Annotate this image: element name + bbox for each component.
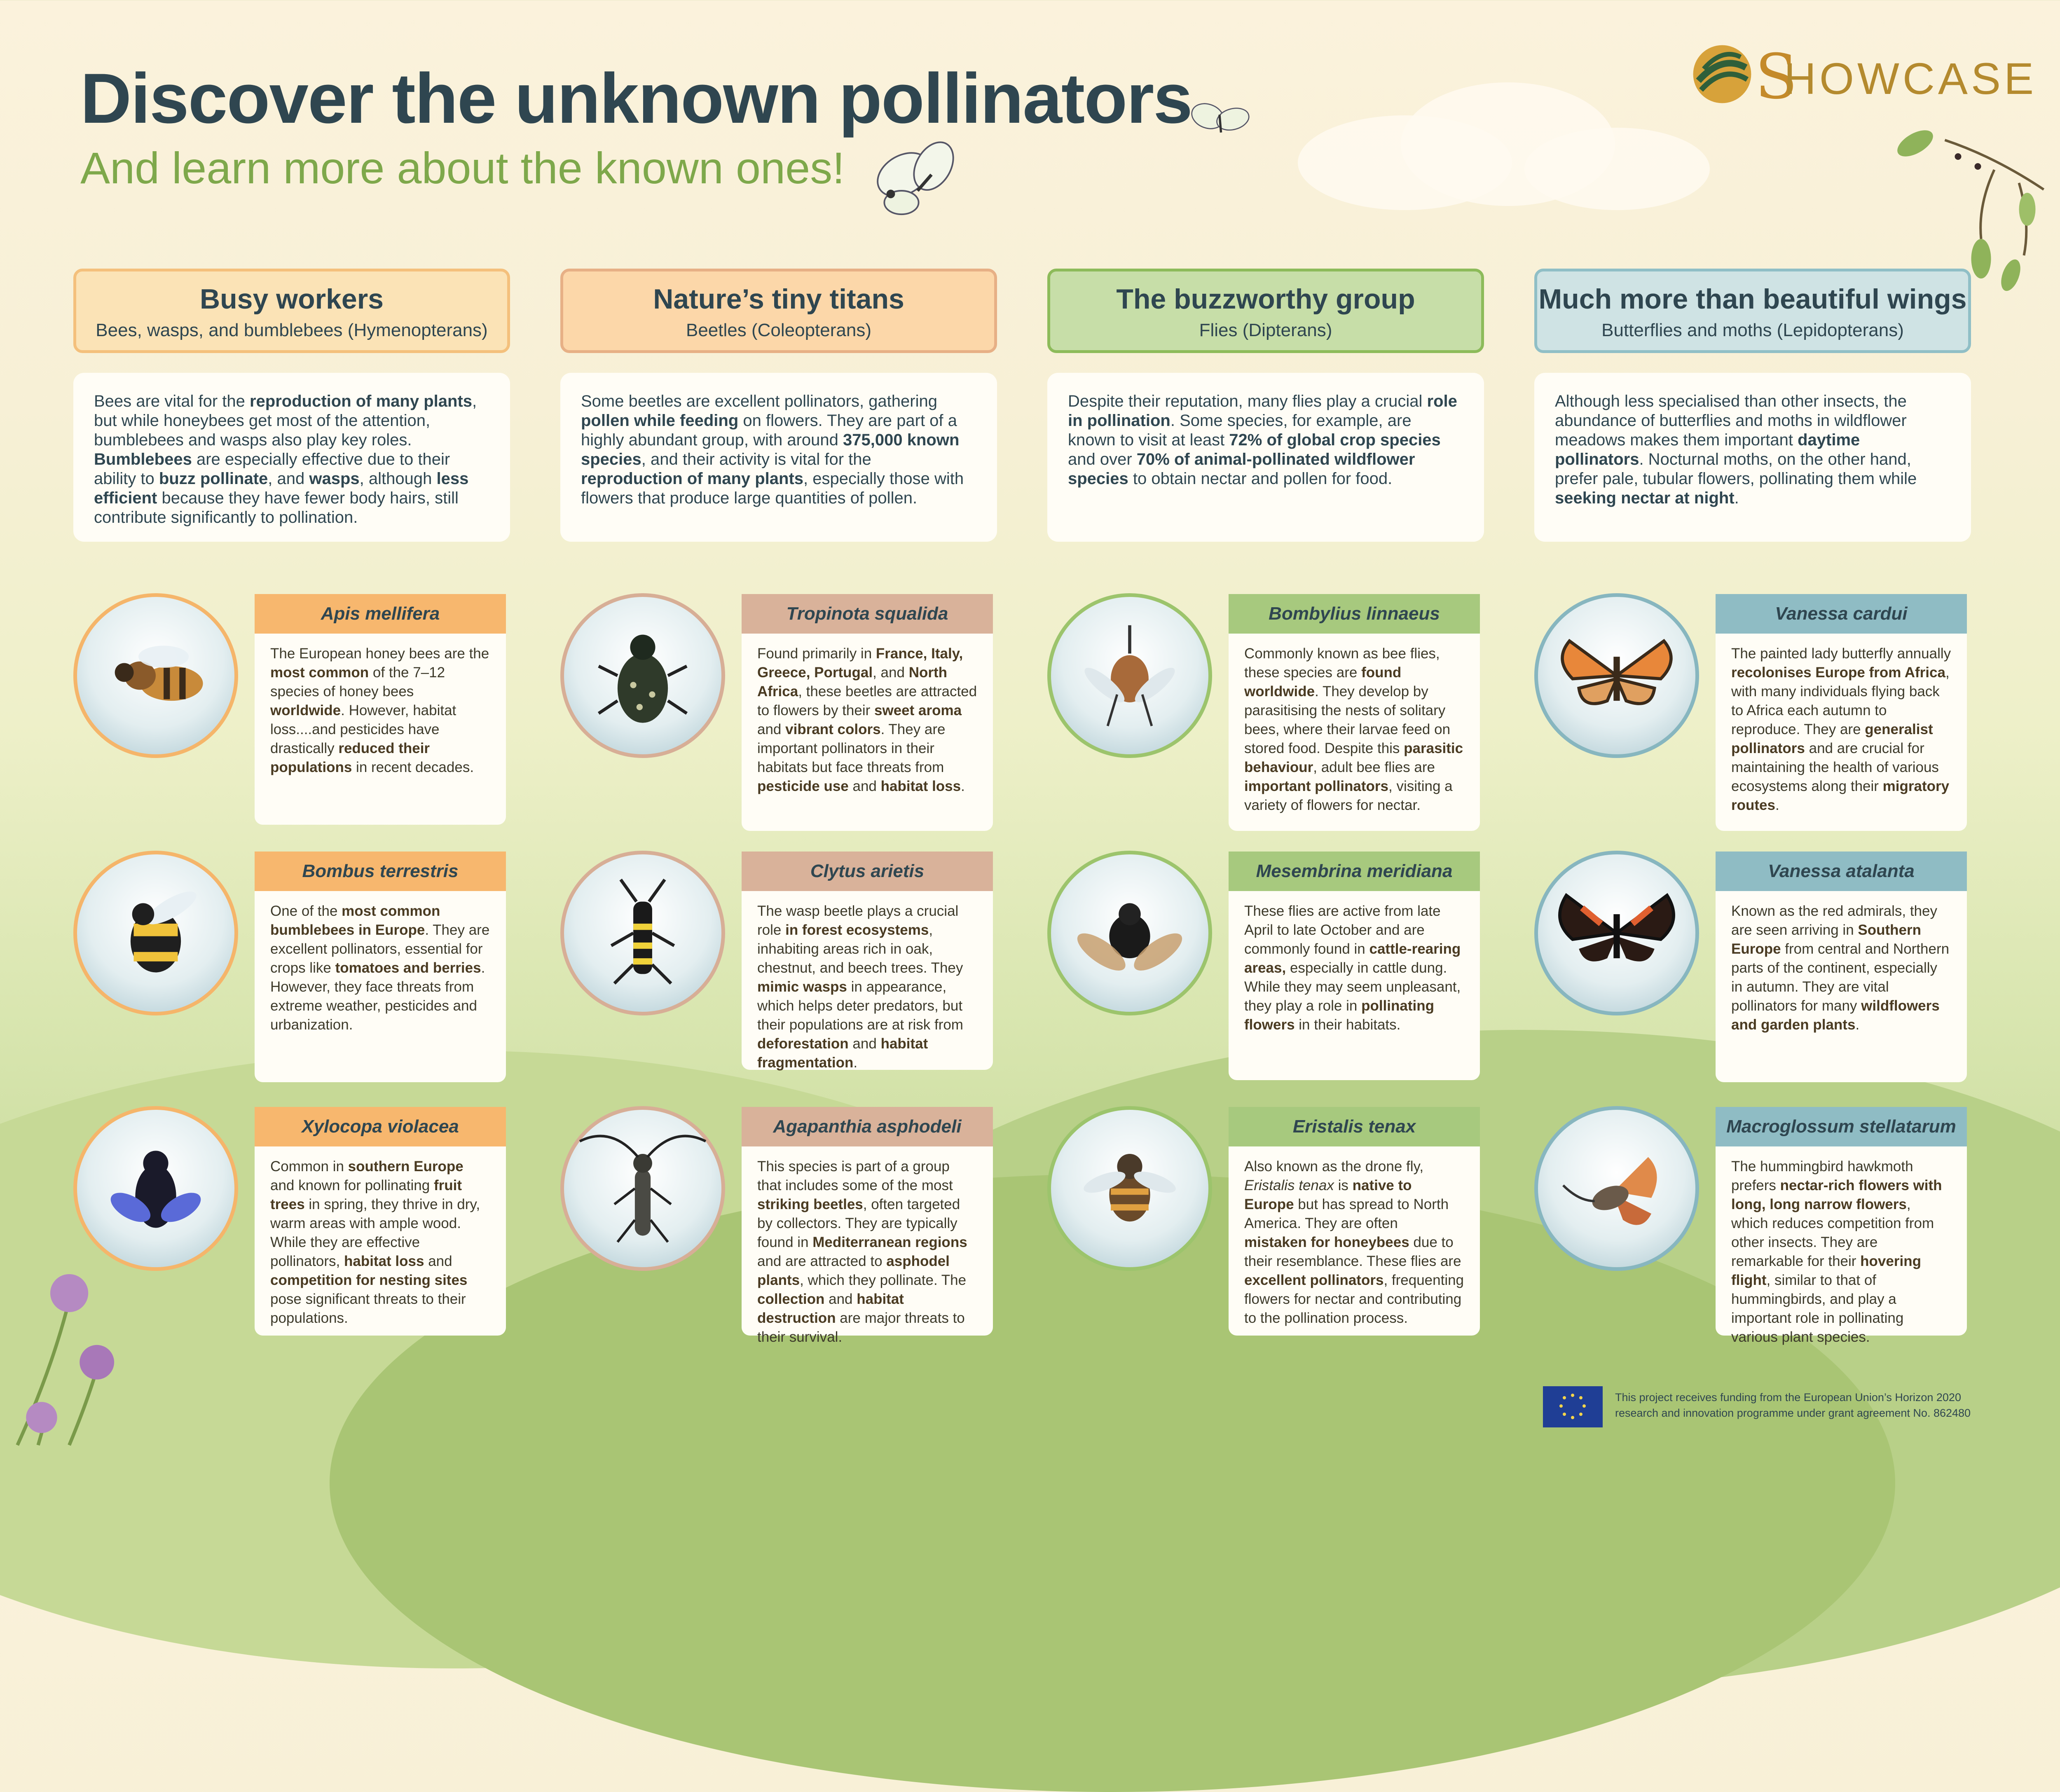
species-text: , similar to that of hummingbirds, and play a important role in pollinating various plant species. <box>1731 1272 1904 1345</box>
intro-emphasis: 70% of animal-pollinated wildflower species <box>1068 450 1415 488</box>
logo-text: HOWCASE <box>1784 54 2037 103</box>
species-text: Found primarily in <box>757 646 876 662</box>
species-description <box>742 1146 993 1355</box>
intro-emphasis: pollen while feeding <box>581 412 739 430</box>
species-emphasis: mistaken for honeybees <box>1244 1234 1409 1250</box>
species-text: and known for pollinating <box>270 1177 434 1193</box>
species-emphasis: important pollinators <box>1244 778 1388 794</box>
species-emphasis: wildflowers and garden plants <box>1731 998 1940 1033</box>
category-intro <box>560 373 997 542</box>
species-text: in their habitats. <box>1295 1017 1401 1033</box>
species-text: and <box>848 778 881 794</box>
species-text: but has spread to North America. They are often <box>1244 1196 1449 1231</box>
intro-text: . Some species, for example, are known to visit at least <box>1068 412 1412 449</box>
species-emphasis: pollinating flowers <box>1244 998 1434 1033</box>
species-text: and <box>824 1291 857 1307</box>
species-card <box>742 852 993 1070</box>
species-emphasis: mimic wasps <box>757 979 847 995</box>
intro-emphasis: reproduction of many plants <box>249 392 473 410</box>
species-description <box>1229 1146 1480 1336</box>
species-emphasis: habitat loss <box>880 778 961 794</box>
species-name: Vanessa atalanta <box>1716 852 1967 891</box>
species-card <box>1716 1107 1967 1345</box>
species-text: pose significant threats to their populations. <box>270 1291 466 1326</box>
species-text: . However, habitat loss....and pesticides have drastically <box>270 702 456 756</box>
chafer-beetle-icon-drawing <box>564 597 721 754</box>
species-name: Tropinota squalida <box>742 594 993 634</box>
drone-fly-icon-drawing <box>1051 1110 1208 1267</box>
species-text: This species is part of a group that includes some of the most <box>757 1158 953 1193</box>
species-text: and are crucial for maintaining the health of various ecosystems along their <box>1731 740 1939 794</box>
species-emphasis: parasitic behaviour <box>1244 740 1463 775</box>
species-emphasis: nectar-rich flowers with long, long narrow flowers <box>1731 1177 1942 1212</box>
species-description <box>255 634 506 785</box>
species-text: , inhabiting areas rich in oak, chestnut, and beech trees. They <box>757 922 963 976</box>
showcase-logo <box>1689 41 2037 113</box>
species-card <box>742 594 993 831</box>
category-header <box>1534 269 1971 353</box>
category-header <box>73 269 510 353</box>
species-text: are major threats to their survival. <box>757 1310 965 1345</box>
page-title: Discover the unknown pollinators <box>80 59 1192 138</box>
category-subtitle: Bees, wasps, and bumblebees (Hymenopterans) <box>96 320 488 340</box>
wasp-beetle-icon-drawing <box>564 854 721 1012</box>
drone-fly-icon <box>1047 1106 1212 1271</box>
species-text: and <box>848 1036 881 1052</box>
species-text: , which reduces competition from other insects. They are remarkable for their <box>1731 1196 1934 1269</box>
species-emphasis: hovering flight <box>1731 1253 1921 1288</box>
species-description <box>255 891 506 1043</box>
species-card <box>742 1107 993 1345</box>
intro-text: . Nocturnal moths, on the other hand, prefer pale, tubular flowers, pollinating them while <box>1555 450 1917 488</box>
species-description <box>1716 634 1967 823</box>
species-text: Eristalis tenax <box>1244 1177 1334 1193</box>
species-text: due to their resemblance. These flies are <box>1244 1234 1461 1269</box>
species-text: especially in cattle dung. While they may seem unpleasant, they play a role in <box>1244 960 1461 1014</box>
species-text: in spring, they thrive in dry, warm areas with ample wood. While they are effective pollinators, <box>270 1196 480 1269</box>
species-emphasis: excellent pollinators <box>1244 1272 1384 1288</box>
bee-fly-icon <box>1047 593 1212 758</box>
species-card <box>255 852 506 1082</box>
carpenter-bee-icon-drawing <box>77 1110 234 1267</box>
species-text: , frequenting flowers for nectar and contributing to the pollination process. <box>1244 1272 1464 1326</box>
species-text: The hummingbird hawkmoth prefers <box>1731 1158 1913 1193</box>
species-description <box>1229 634 1480 823</box>
intro-text: and over <box>1068 450 1137 468</box>
category-intro <box>73 373 510 542</box>
species-emphasis: striking beetles <box>757 1196 863 1212</box>
intro-text: . <box>1734 489 1739 507</box>
species-text: The painted lady butterfly annually <box>1731 646 1951 662</box>
species-text: in appearance, which helps deter predators, but their populations are at risk from <box>757 979 963 1033</box>
noon-fly-icon-drawing <box>1051 854 1208 1012</box>
species-text: and <box>757 721 786 737</box>
species-text: Commonly known as bee flies, these species are <box>1244 646 1440 681</box>
species-emphasis: native to Europe <box>1244 1177 1412 1212</box>
intro-emphasis: buzz pollinate <box>159 470 268 488</box>
species-text: These flies are active from late April to late October and are commonly found in <box>1244 903 1441 957</box>
intro-text: to obtain nectar and pollen for food. <box>1128 470 1393 488</box>
intro-text: on flowers. They are part of a highly abundant group, with around <box>581 412 957 449</box>
eu-flag-icon <box>1543 1386 1603 1427</box>
species-emphasis: habitat loss <box>344 1253 424 1269</box>
wasp-beetle-icon <box>560 851 725 1015</box>
species-emphasis: competition for nesting sites <box>270 1272 468 1288</box>
species-emphasis: generalist pollinators <box>1731 721 1933 756</box>
species-text: and are attracted to <box>757 1253 887 1269</box>
intro-emphasis: less efficient <box>94 470 469 507</box>
category-subtitle: Butterflies and moths (Lepidopterans) <box>1601 320 1904 340</box>
funding-line-2: research and innovation programme under grant agreement No. 862480 <box>1615 1407 1971 1419</box>
category-subtitle: Beetles (Coleopterans) <box>686 320 871 340</box>
funding-notice <box>1543 1386 2004 1427</box>
longhorn-beetle-icon-drawing <box>564 1110 721 1267</box>
intro-emphasis: daytime pollinators <box>1555 431 1860 468</box>
species-text: , visiting a variety of flowers for nectar. <box>1244 778 1453 813</box>
species-emphasis: most common bumblebees in Europe <box>270 903 440 938</box>
intro-text: are especially effective due to their ability to <box>94 450 450 488</box>
category-title: Nature’s tiny titans <box>653 283 904 315</box>
species-emphasis: recolonises Europe from Africa <box>1731 664 1945 681</box>
species-text: . <box>961 778 965 794</box>
species-emphasis: deforestation <box>757 1036 849 1052</box>
species-name: Xylocopa violacea <box>255 1107 506 1146</box>
intro-text: , and <box>268 470 309 488</box>
category-subtitle: Flies (Dipterans) <box>1199 320 1332 340</box>
species-emphasis: Southern Europe <box>1731 922 1921 957</box>
intro-text: , although <box>359 470 437 488</box>
intro-emphasis: 375,000 known species <box>581 431 960 468</box>
species-text: One of the <box>270 903 342 919</box>
species-text: Also known as the drone fly, <box>1244 1158 1424 1174</box>
species-emphasis: North Africa <box>757 664 947 699</box>
hawkmoth-icon <box>1534 1106 1699 1271</box>
painted-lady-icon <box>1534 593 1699 758</box>
chafer-beetle-icon <box>560 593 725 758</box>
intro-emphasis: Bumblebees <box>94 450 192 468</box>
species-name: Eristalis tenax <box>1229 1107 1480 1146</box>
species-emphasis: most common <box>270 664 369 681</box>
species-text: . They are excellent pollinators, essential for crops like <box>270 922 490 976</box>
species-emphasis: migratory routes <box>1731 778 1950 813</box>
species-card <box>1716 852 1967 1082</box>
species-name: Clytus arietis <box>742 852 993 891</box>
species-description <box>1229 891 1480 1043</box>
species-text: . <box>853 1055 858 1071</box>
intro-text: Bees are vital for the <box>94 392 250 410</box>
intro-emphasis: reproduction of many plants <box>581 470 804 488</box>
species-text: , which they pollinate. The <box>800 1272 967 1288</box>
species-text: . They are important pollinators in their habitats but face threats from <box>757 721 946 775</box>
intro-text: Despite their reputation, many flies play a crucial <box>1068 392 1427 410</box>
species-card <box>255 594 506 825</box>
species-description <box>742 891 993 1081</box>
species-description <box>1716 891 1967 1043</box>
honey-bee-icon-drawing <box>77 597 234 754</box>
white-butterfly-icon <box>869 132 976 239</box>
clover-flowers-icon <box>0 1248 173 1445</box>
white-butterfly-icon <box>1182 87 1257 161</box>
species-emphasis: tomatoes and berries <box>335 960 481 976</box>
species-text: from central and Northern parts of the continent, especially in autumn. They are vital pollinators for many <box>1731 941 1950 1014</box>
intro-emphasis: 72% of global crop species <box>1229 431 1441 449</box>
intro-text: , especially those with flowers that produce large quantities of pollen. <box>581 470 964 507</box>
species-text: . However, they face threats from extreme weather, pesticides and urbanization. <box>270 960 485 1033</box>
page-subtitle: And learn more about the known ones! <box>80 143 845 193</box>
species-emphasis: habitat destruction <box>757 1291 904 1326</box>
carpenter-bee-icon <box>73 1106 238 1271</box>
species-name: Bombus terrestris <box>255 852 506 891</box>
species-card <box>1229 852 1480 1080</box>
species-text: , often targeted by collectors. They are typically found in <box>757 1196 960 1250</box>
species-text: , adult bee flies are <box>1313 759 1435 775</box>
species-name: Bombylius linnaeus <box>1229 594 1480 634</box>
species-text: The European honey bees are the <box>270 646 489 662</box>
intro-text: , but while honeybees get most of the attention, bumblebees and wasps also play key roles. <box>94 392 477 449</box>
bee-fly-icon-drawing <box>1051 597 1208 754</box>
species-emphasis: sweet aroma <box>874 702 962 718</box>
intro-emphasis: seeking nectar at night <box>1555 489 1735 507</box>
category-title: Busy workers <box>200 283 384 315</box>
species-name: Vanessa cardui <box>1716 594 1967 634</box>
species-card <box>1229 594 1480 831</box>
noon-fly-icon <box>1047 851 1212 1015</box>
funding-line-1: This project receives funding from the European Union’s Horizon 2020 <box>1615 1391 1961 1404</box>
species-text: Common in <box>270 1158 348 1174</box>
category-header <box>560 269 997 353</box>
species-emphasis: found worldwide <box>1244 664 1402 699</box>
species-card <box>255 1107 506 1336</box>
species-text: , with many individuals flying back to Africa each autumn to reproduce. They are <box>1731 664 1950 737</box>
intro-emphasis: role in pollination <box>1068 392 1457 430</box>
longhorn-beetle-icon <box>560 1106 725 1271</box>
species-description <box>742 634 993 804</box>
logo-globe-icon <box>1689 41 1755 107</box>
bumblebee-icon <box>73 851 238 1015</box>
species-emphasis: pesticide use <box>757 778 849 794</box>
species-name: Agapanthia asphodeli <box>742 1107 993 1146</box>
species-emphasis: France, Italy, Greece, Portugal <box>757 646 963 681</box>
species-description <box>1716 1146 1967 1355</box>
category-intro <box>1534 373 1971 542</box>
bumblebee-icon-drawing <box>77 854 234 1012</box>
honey-bee-icon <box>73 593 238 758</box>
species-name: Macroglossum stellatarum <box>1716 1107 1967 1146</box>
intro-text: because they have fewer body hairs, still contribute significantly to pollination. <box>94 489 459 526</box>
painted-lady-icon-drawing <box>1538 597 1695 754</box>
species-text: . They develop by parasitising the nests of solitary bees, where their larvae feed on stored food. Despite this <box>1244 683 1451 756</box>
species-text: , and <box>873 664 909 681</box>
red-admiral-icon <box>1534 851 1699 1015</box>
species-text: of the 7–12 species of honey bees <box>270 664 445 699</box>
species-text: in recent decades. <box>352 759 474 775</box>
red-admiral-icon-drawing <box>1538 854 1695 1012</box>
species-text: , these beetles are attracted to flowers by their <box>757 683 977 718</box>
species-name: Apis mellifera <box>255 594 506 634</box>
species-text: The wasp beetle plays a crucial role <box>757 903 959 938</box>
species-emphasis: fruit trees <box>270 1177 462 1212</box>
species-emphasis: Mediterranean regions <box>812 1234 967 1250</box>
species-emphasis: asphodel plants <box>757 1253 950 1288</box>
intro-text: , and their activity is vital for the <box>641 450 871 468</box>
species-card <box>1229 1107 1480 1336</box>
category-title: The buzzworthy group <box>1116 283 1415 315</box>
category-intro <box>1047 373 1484 542</box>
species-emphasis: vibrant colors <box>785 721 881 737</box>
species-text: is <box>1334 1177 1353 1193</box>
intro-text: Some beetles are excellent pollinators, gathering <box>581 392 937 410</box>
logo-s-glyph: S <box>1755 41 1798 113</box>
species-emphasis: in forest ecosystems <box>785 922 929 938</box>
cloud <box>1524 128 1710 210</box>
intro-emphasis: wasps <box>309 470 360 488</box>
species-text: . <box>1855 1017 1860 1033</box>
species-card <box>1716 594 1967 831</box>
species-description <box>255 1146 506 1336</box>
species-text: Known as the red admirals, they are seen arriving in <box>1731 903 1937 938</box>
category-header <box>1047 269 1484 353</box>
hawkmoth-icon-drawing <box>1538 1110 1695 1267</box>
species-text: and <box>424 1253 452 1269</box>
intro-text: Although less specialised than other insects, the abundance of butterflies and moths in wildflower meadows makes them important <box>1555 392 1907 449</box>
species-emphasis: cattle-rearing areas, <box>1244 941 1461 976</box>
species-emphasis: worldwide <box>270 702 341 718</box>
species-emphasis: habitat fragmentation <box>757 1036 928 1071</box>
species-emphasis: collection <box>757 1291 825 1307</box>
species-text: . <box>1775 797 1779 813</box>
species-emphasis: southern Europe <box>348 1158 464 1174</box>
species-emphasis: reduced their populations <box>270 740 430 775</box>
species-name: Mesembrina meridiana <box>1229 852 1480 891</box>
category-title: Much more than beautiful wings <box>1538 283 1967 315</box>
